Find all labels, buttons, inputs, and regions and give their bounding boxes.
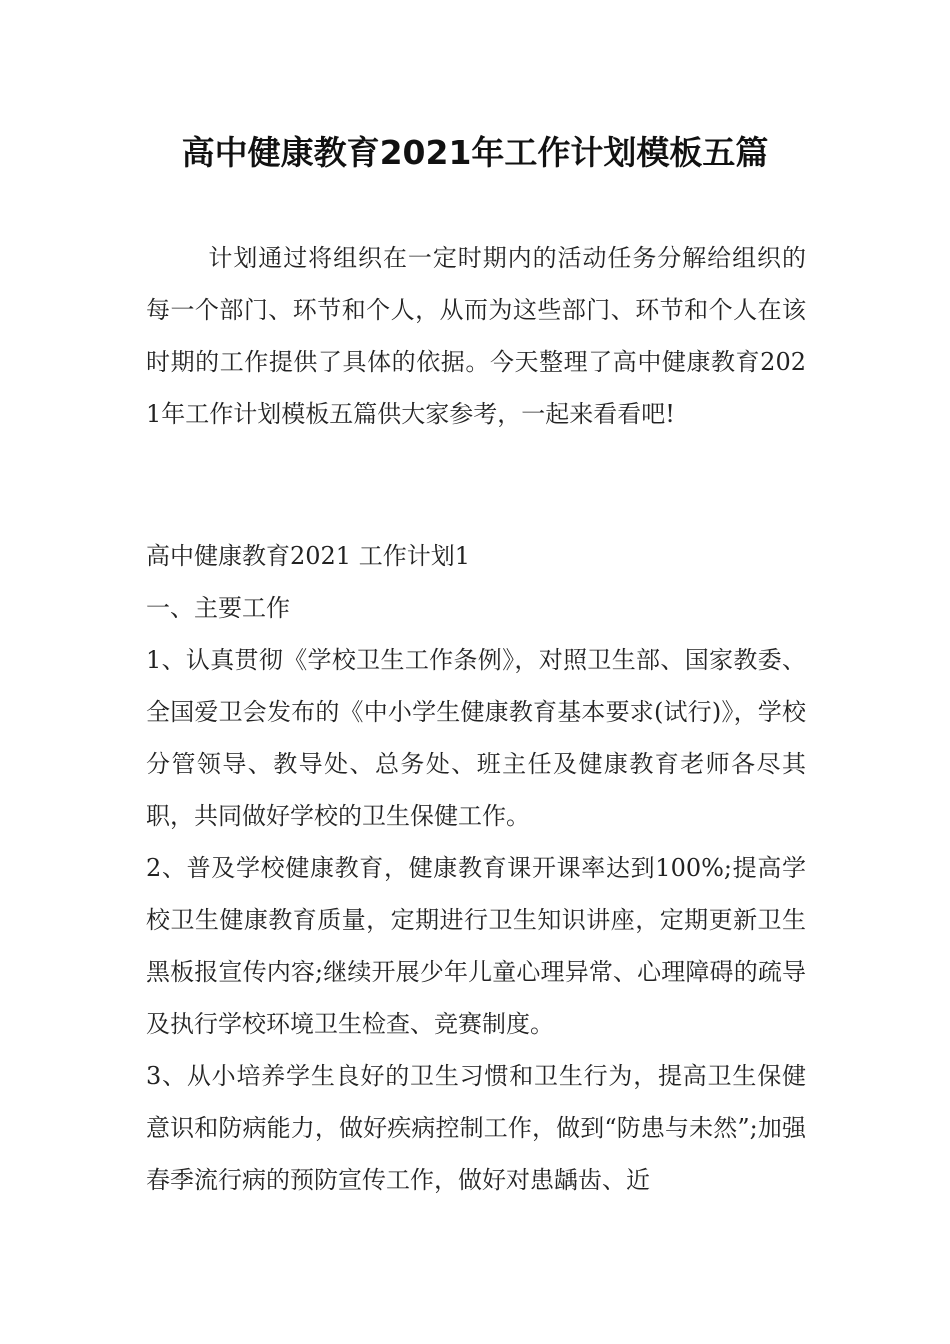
subheading-main-work: 一、主要工作 xyxy=(146,594,290,622)
intro-block xyxy=(146,232,806,440)
list-item: 1、认真贯彻《学校卫生工作条例》，对照卫生部、国家教委、全国爱卫会发布的《中小学生健康教育基本要求(试行)》，学校分管领导、教导处、总务处、班主任及健康教育老师各尽其职，共同做好学校的卫生保健工作。 xyxy=(146,646,806,830)
section-heading: 高中健康教育2021 工作计划1 xyxy=(146,542,470,570)
intro-paragraph: 计划通过将组织在一定时期内的活动任务分解给组织的每一个部门、环节和个人，从而为这些部门、环节和个人在该时期的工作提供了具体的依据。今天整理了高中健康教育2021年工作计划模板五篇供大家参考，一起来看看吧! xyxy=(146,244,806,428)
list-item: 3、从小培养学生良好的卫生习惯和卫生行为，提高卫生保健意识和防病能力，做好疾病控制工作，做到“防患与未然”;加强春季流行病的预防宣传工作，做好对患龋齿、近 xyxy=(146,1062,806,1194)
document-title: 高中健康教育2021年工作计划模板五篇 xyxy=(181,133,769,172)
content-block xyxy=(146,530,806,1206)
list-item: 2、普及学校健康教育，健康教育课开课率达到100%;提高学校卫生健康教育质量，定期进行卫生知识讲座，定期更新卫生黑板报宣传内容;继续开展少年儿童心理异常、心理障碍的疏导及执行学校环境卫生检查、竞赛制度。 xyxy=(146,854,806,1038)
